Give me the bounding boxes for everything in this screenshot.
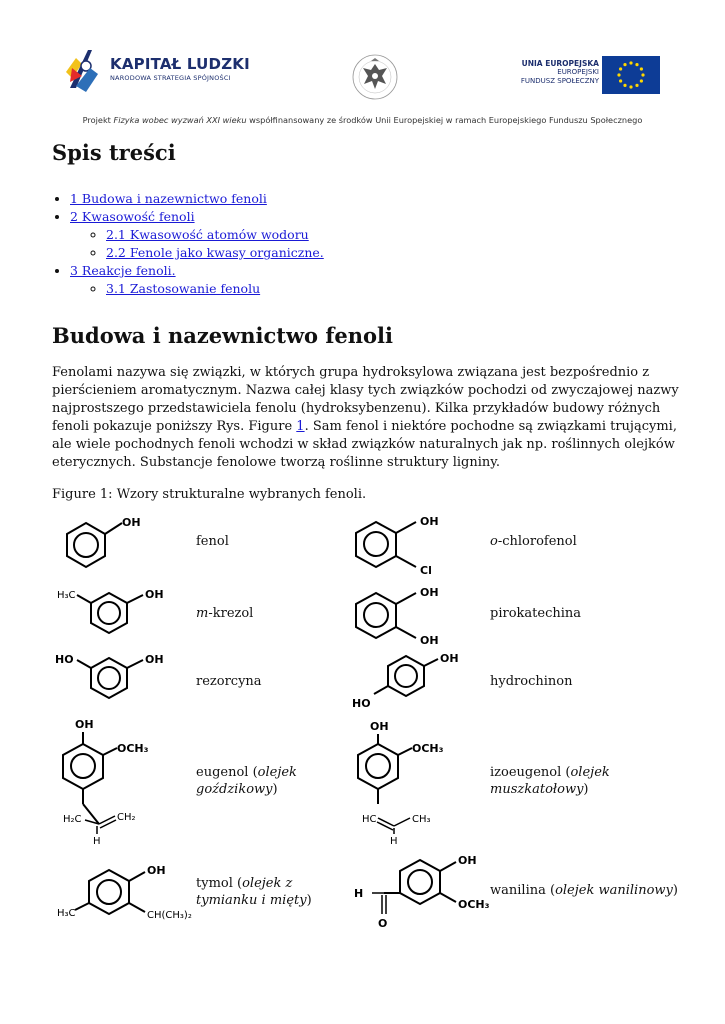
project-suffix: współfinansowany ze środków Unii Europejskiej w ramach Europejskiego Funduszu Społecznego [246, 115, 643, 125]
label-italic: olejek wanilinowy [555, 883, 673, 898]
atom-oh: OH [420, 515, 439, 528]
project-line [0, 115, 725, 125]
atom-oh: OH [440, 652, 459, 665]
atom-och3: OCH₃ [412, 742, 444, 755]
atom-h: H [354, 887, 364, 900]
section-title: Budowa i nazewnictwo fenoli [52, 323, 393, 348]
toc-link-3-1[interactable]: 3.1 Zastosowanie fenolu [106, 281, 261, 296]
eu-star-icon [619, 67, 622, 70]
toc-link-3[interactable]: 3 Reakcje fenoli. [70, 263, 176, 278]
label-tymol [196, 875, 316, 909]
label-pirokatechina: pirokatechina [490, 606, 581, 621]
atom-h3c: H₃C [57, 908, 76, 919]
atom-oh: OH [420, 586, 439, 599]
molecule-tymol [55, 858, 195, 930]
atom-oh: OH [145, 588, 164, 601]
eu-star-icon [635, 63, 638, 66]
para-text-b: . Sam fenol i niektóre pochodne są związkami trującymi, ale wiele pochodnych fenoli wchodzi w skład związków naturalnych jak np. roślinnych olejków eterycznych. Substancje fenolowe tworzą roślinne struktury ligniny. [52, 419, 677, 470]
label-prefix: o [490, 534, 498, 549]
eu-star-icon [623, 63, 626, 66]
label-italic: olejek goździkowy [196, 765, 297, 797]
label-fenol: fenol [196, 534, 229, 549]
kapital-ludzki-title: KAPITAŁ LUDZKI [110, 55, 250, 73]
toc-item [70, 190, 324, 208]
atom-h: H [390, 836, 398, 846]
eu-star-icon [635, 84, 638, 87]
toc-subitem [106, 244, 324, 262]
atom-oh: OH [145, 653, 164, 666]
eu-star-icon [629, 61, 632, 64]
label-part: ) [672, 883, 678, 898]
table-of-contents [52, 190, 324, 298]
label-wanilina [490, 882, 678, 899]
label-part: eugenol ( [196, 765, 258, 780]
label-hydrochinon: hydrochinon [490, 674, 573, 689]
kapital-ludzki-subtitle: NARODOWA STRATEGIA SPÓJNOŚCI [110, 74, 231, 82]
molecule-eugenol [55, 716, 185, 850]
label-eugenol [196, 764, 326, 798]
label-o-chlorofenol [490, 533, 577, 550]
atom-och3: OCH₃ [458, 898, 490, 911]
atom-oh: OH [420, 634, 439, 647]
atom-h3c: H₃C [57, 590, 76, 601]
atom-ch-ch3-2: CH(CH₃)₂ [147, 910, 192, 921]
molecule-o-chlorofenol [350, 508, 450, 582]
para-text-a: Fenolami nazywa się związki, w których grupa hydroksylowa związana jest bezpośrednio z pierścieniem aromatycznym. Nazwa całej klasy tych związków pochodzi od zwyczajowej nazwy najprostszego przedstawiciela fenolu (hydroksybenzenu). Kilka przykładów budowy różnych fenoli pokazuje poniższy Rys. Figure [52, 365, 679, 434]
figure-caption: Figure 1: Wzory strukturalne wybranych fenoli. [52, 487, 367, 502]
eu-line2: EUROPEJSKI [557, 68, 599, 76]
page-header [0, 0, 725, 130]
label-part: ) [306, 893, 312, 908]
molecule-fenol [58, 512, 158, 578]
atom-o: O [378, 917, 388, 930]
atom-h: H [93, 836, 101, 846]
eu-star-icon [640, 67, 643, 70]
eu-flag-icon [602, 56, 660, 94]
atom-oh: OH [458, 854, 477, 867]
atom-oh: OH [75, 718, 94, 731]
atom-cl: Cl [420, 564, 432, 577]
toc-link-2-1[interactable]: 2.1 Kwasowość atomów wodoru [106, 227, 309, 242]
toc-subitem [106, 280, 324, 298]
atom-ho: HO [352, 697, 371, 710]
kapital-ludzki-emblem-icon [62, 48, 108, 96]
eu-star-icon [640, 79, 643, 82]
atom-oh: OH [147, 864, 166, 877]
molecule-rezorcyna [55, 650, 175, 712]
molecule-izoeugenol [350, 718, 480, 850]
eu-star-icon [641, 73, 644, 76]
label-prefix: m [196, 606, 209, 621]
atom-oh: OH [122, 516, 141, 529]
atom-och3: OCH₃ [117, 742, 149, 755]
eu-line3: FUNDUSZ SPOŁECZNY [520, 77, 599, 85]
toc-item [70, 208, 324, 262]
section-paragraph [52, 364, 682, 472]
toc-link-1[interactable]: 1 Budowa i nazewnictwo fenoli [70, 191, 267, 206]
atom-ch2: CH₂ [117, 812, 136, 823]
label-suffix: -chlorofenol [497, 534, 577, 549]
label-italic: olejek z tymianku i mięty [196, 876, 307, 908]
label-suffix: -krezol [208, 606, 254, 621]
project-prefix: Projekt [82, 115, 114, 125]
atom-hc: HC [362, 814, 377, 825]
label-italic: olejek muszkatołowy [490, 765, 610, 797]
label-part: tymol ( [196, 876, 243, 891]
eu-star-icon [617, 73, 620, 76]
toc-link-2[interactable]: 2 Kwasowość fenoli [70, 209, 195, 224]
molecule-pirokatechina [350, 580, 450, 654]
toc-subitem [106, 226, 324, 244]
university-warsaw-seal-icon [350, 52, 400, 102]
eu-star-icon [623, 84, 626, 87]
molecule-wanilina [350, 848, 490, 936]
atom-ho: HO [55, 653, 74, 666]
project-name: Fizyka wobec wyzwań XXI wieku [113, 115, 247, 125]
figure-ref-link[interactable]: 1 [296, 419, 305, 434]
label-m-krezol [196, 605, 253, 622]
eu-star-icon [619, 79, 622, 82]
kapital-ludzki-logo [62, 48, 252, 96]
eu-line1: UNIA EUROPEJSKA [521, 59, 599, 68]
label-rezorcyna: rezorcyna [196, 674, 262, 689]
eu-logo [498, 56, 663, 96]
eu-star-icon [629, 85, 632, 88]
molecule-m-krezol [55, 583, 175, 647]
label-izoeugenol [490, 764, 620, 798]
atom-ch3: CH₃ [412, 814, 431, 825]
label-part: wanilina ( [490, 883, 556, 898]
atom-h2c: H₂C [63, 814, 82, 825]
molecule-hydrochinon [350, 650, 470, 716]
atom-oh: OH [370, 720, 389, 733]
label-part: ) [583, 782, 589, 797]
label-part: izoeugenol ( [490, 765, 571, 780]
toc-item [70, 262, 324, 298]
toc-title: Spis treści [52, 140, 176, 165]
toc-link-2-2[interactable]: 2.2 Fenole jako kwasy organiczne. [106, 245, 324, 260]
label-part: ) [272, 782, 278, 797]
